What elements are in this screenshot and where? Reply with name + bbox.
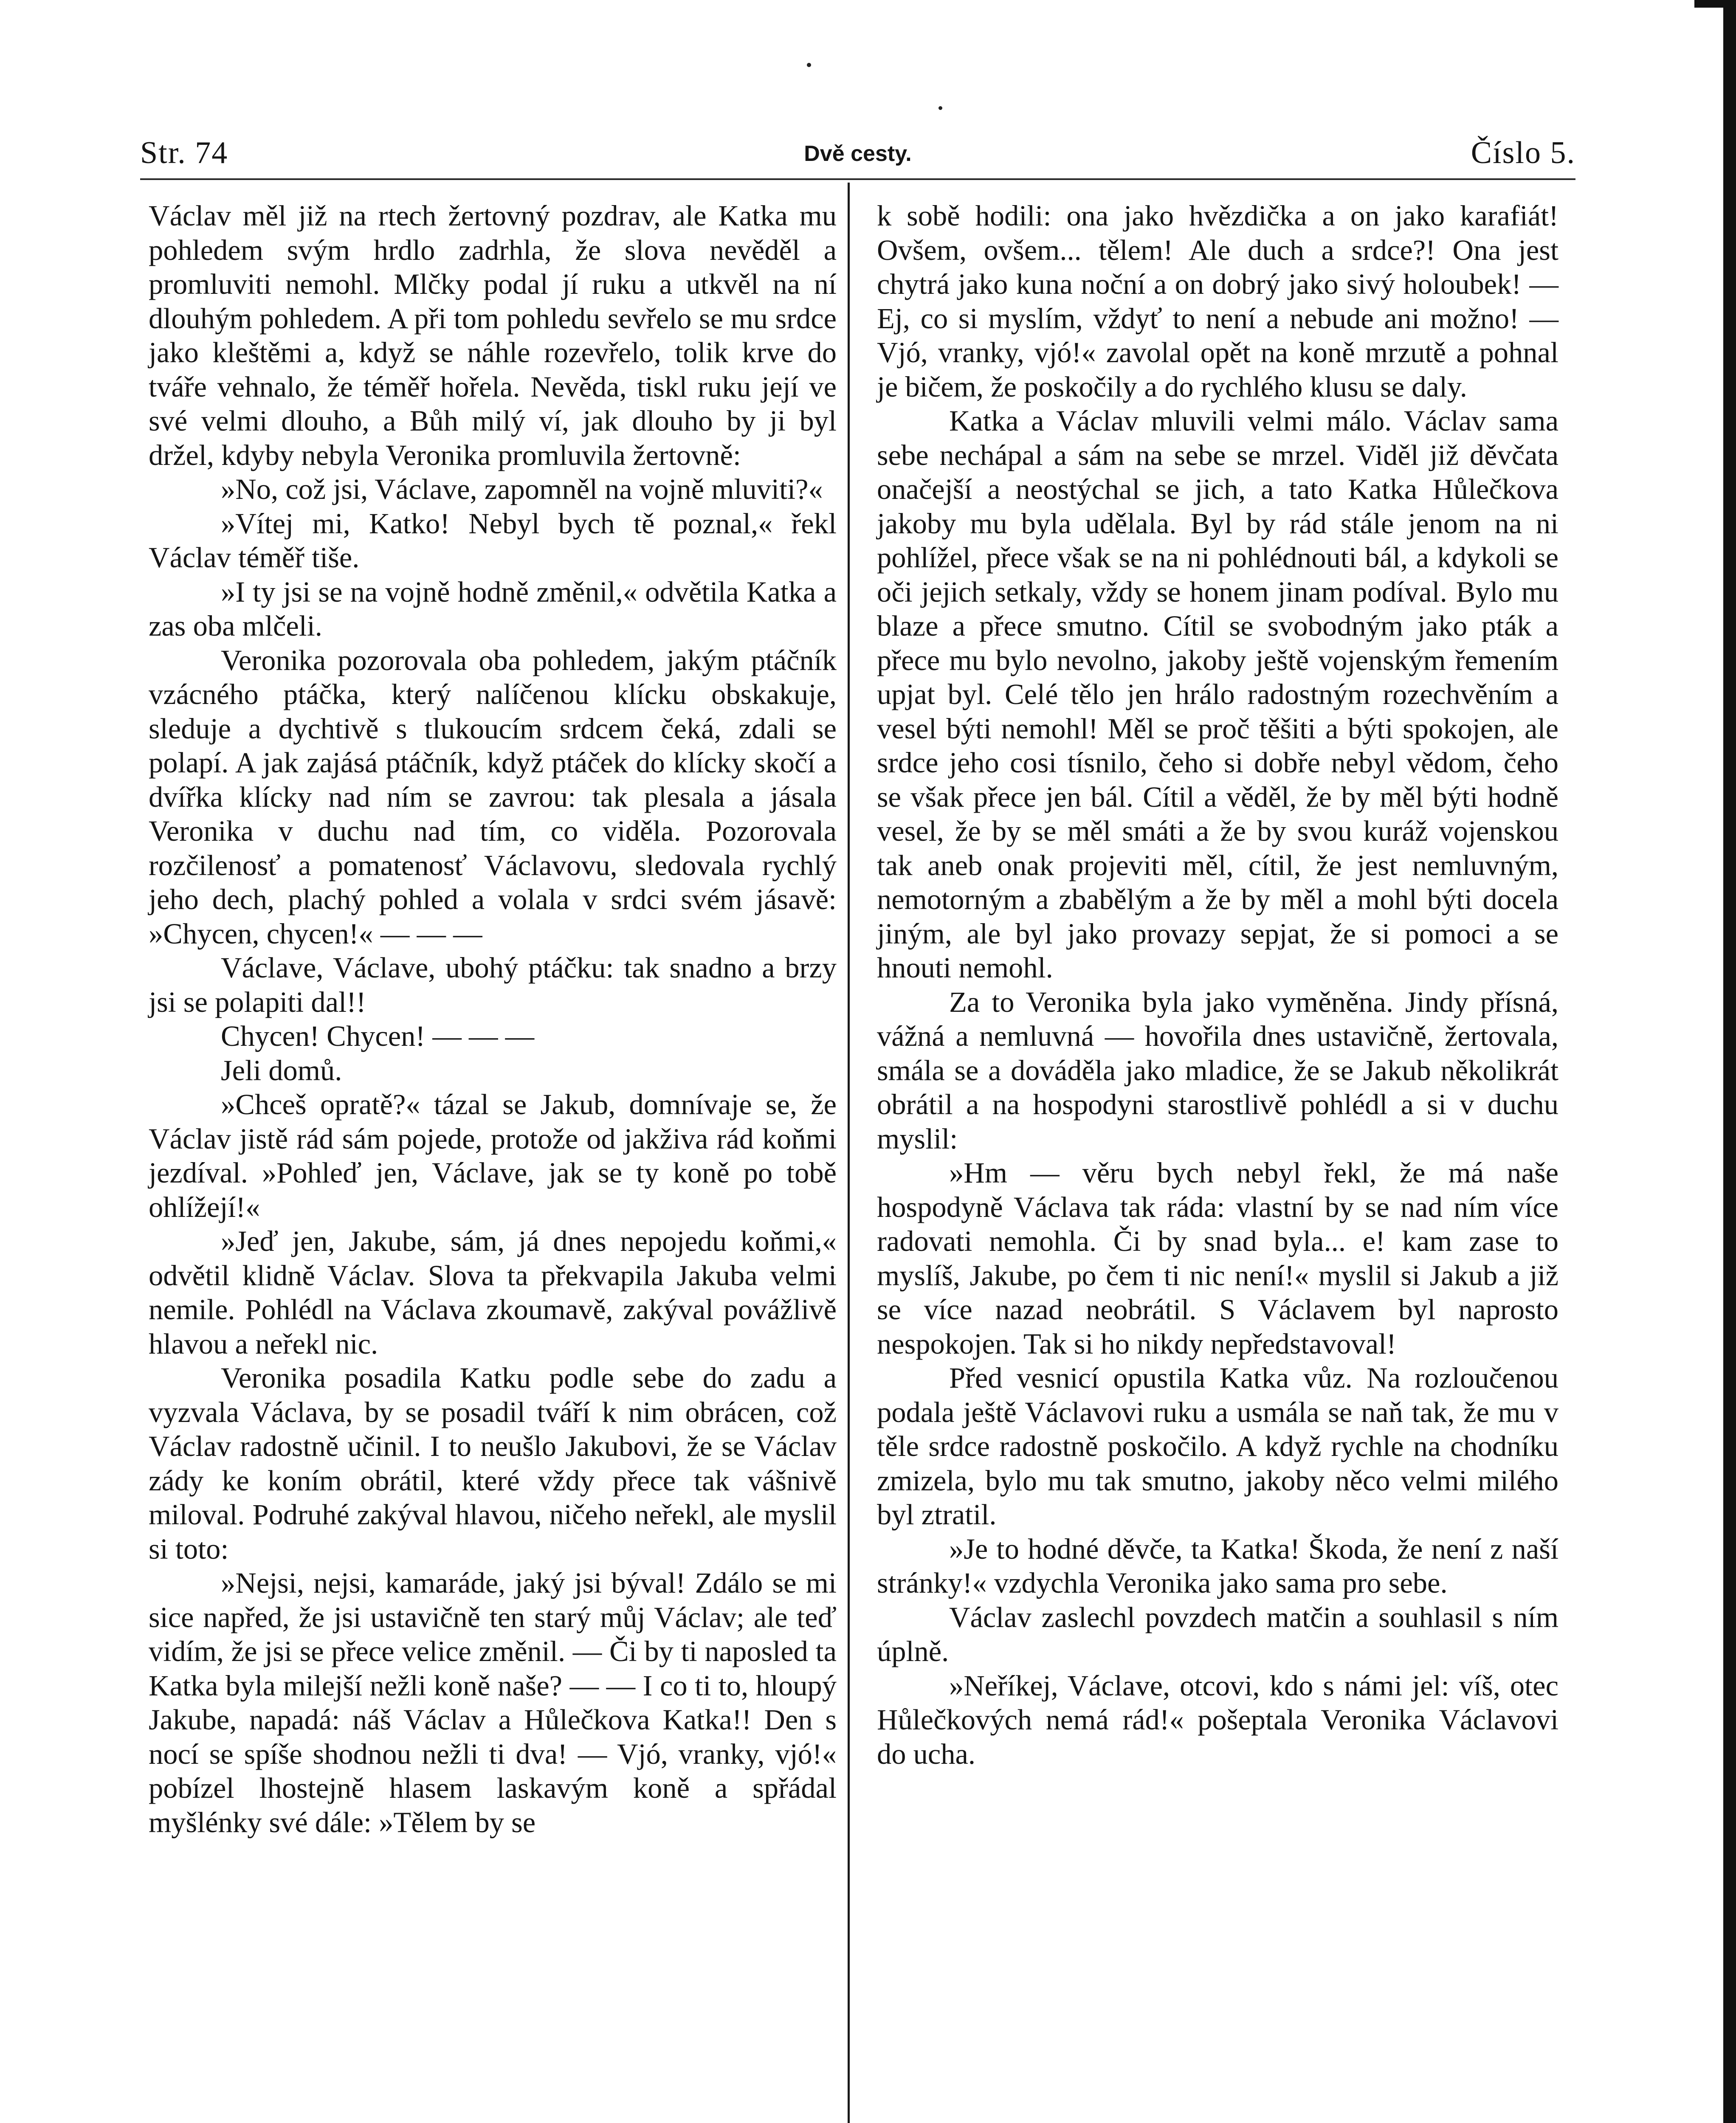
paragraph: »No, což jsi, Václave, zapomněl na vojně mluviti?« bbox=[221, 473, 823, 505]
paragraph: »Je to hodné děvče, ta Katka! Škoda, že není z naší stránky!« vzdychla Veronika jako sama pro sebe. bbox=[877, 1532, 1558, 1599]
paragraph: »I ty jsi se na vojně hodně změnil,« odvětila Katka a zas oba mlčeli. bbox=[149, 575, 837, 642]
paragraph: Václav zaslechl povzdech matčin a souhlasil s ním úplně. bbox=[877, 1601, 1558, 1667]
paragraph: »Neříkej, Václave, otcovi, kdo s námi jel: víš, otec Hůlečkových nemá rád!« pošeptala Veronika Václavovi do ucha. bbox=[877, 1669, 1558, 1770]
paragraph: Václave, Václave, ubohý ptáčku: tak snadno a brzy jsi se polapiti dal!! bbox=[149, 952, 837, 1018]
paragraph: Veronika posadila Katku podle sebe do zadu a vyzvala Václava, by se posadil tváří k nim obrácen, což Václav radostně učinil. I to neušlo Jakubovi, že se Václav zády ke koním obrátil, které vždy přece tak vášnivě miloval. Podruhé zakýval hlavou, ničeho neřekl, ale myslil si toto: bbox=[149, 1362, 837, 1565]
left-column bbox=[149, 199, 837, 1839]
paragraph: k sobě hodili: ona jako hvězdička a on jako karafiát! Ovšem, ovšem... tělem! Ale duch a srdce?! Ona jest chytrá jako kuna noční a on dobrý jako sivý holoubek! — Ej, co si myslím, vždyť to není a nebude ani možno! — Vjó, vranky, vjó!« zavolal opět na koně mrzutě a pohnal je bičem, že poskočily a do rychlého klusu se daly. bbox=[877, 200, 1558, 403]
running-header bbox=[140, 135, 1575, 190]
right-column bbox=[877, 199, 1558, 1771]
ink-speck bbox=[938, 106, 942, 110]
paragraph: »Hm — věru bych nebyl řekl, že má naše hospodyně Václava tak ráda: vlastní by se nad ním více radovati nemohla. Či by snad byla... e! kam zase to myslíš, Jakube, po čem ti nic není!« myslil si Jakub a již se více nazad neobrátil. S Václavem byl naprosto nespokojen. Tak si ho nikdy nepředstavoval! bbox=[877, 1157, 1558, 1360]
running-title: Dvě cesty. bbox=[804, 141, 912, 166]
paragraph: »Chceš opratě?« tázal se Jakub, domnívaje se, že Václav jistě rád sám pojede, protože od jakživa rád koňmi jezdíval. »Pohleď jen, Václave, jak se ty koně po tobě ohlížejí!« bbox=[149, 1088, 837, 1223]
paragraph: Veronika pozorovala oba pohledem, jakým ptáčník vzácného ptáčka, který nalíčenou klícku obskakuje, sleduje a dychtivě s tlukoucím srdcem čeká, zdali se polapí. A jak zajásá ptáčník, když ptáček do klícky skočí a dvířka klícky nad ním se zavrou: tak plesala a jásala Veronika v duchu nad tím, co viděla. Pozorovala rozčilenosť a pomatenosť Václavovu, sledovala rychlý jeho dech, plachý pohled a volala v srdci svém jásavě: »Chycen, chycen!« — — — bbox=[149, 644, 837, 950]
ink-speck bbox=[807, 63, 811, 67]
paragraph: Jeli domů. bbox=[221, 1054, 342, 1087]
scan-edge-right bbox=[1723, 0, 1736, 2123]
header-rule bbox=[140, 178, 1575, 180]
paragraph: »Nejsi, nejsi, kamaráde, jaký jsi býval! Zdálo se mi sice napřed, že jsi ustavičně ten starý můj Václav; ale teď vidím, že jsi se přece velice změnil. — Či by ti naposled ta Katka byla milejší nežli koně naše? — — I co ti to, hloupý Jakube, napadá: náš Václav a Hůlečkova Katka!! Den s nocí se spíše shodnou nežli ti dva! — Vjó, vranky, vjó!« pobízel lhostejně hlasem laskavým koně a spřádal myšlénky své dále: »Tělem by se bbox=[149, 1567, 837, 1839]
paragraph: Chycen! Chycen! — — — bbox=[221, 1020, 535, 1052]
page-number: Str. 74 bbox=[140, 135, 228, 170]
paragraph: Za to Veronika byla jako vyměněna. Jindy přísná, vážná a nemluvná — hovořila dnes ustavičně, žertovala, smála se a dováděla jako mladice, že se Jakub několikrát obrátil a na hospodyni starostlivě pohlédl a si v duchu myslil: bbox=[877, 985, 1558, 1155]
issue-number: Číslo 5. bbox=[1471, 135, 1575, 170]
paragraph: »Vítej mi, Katko! Nebyl bych tě poznal,« řekl Václav téměř tiše. bbox=[149, 507, 837, 574]
paragraph: »Jeď jen, Jakube, sám, já dnes nepojedu koňmi,« odvětil klidně Václav. Slova ta překvapila Jakuba velmi nemile. Pohlédl na Václava zkoumavě, zakýval povážlivě hlavou a neřekl nic. bbox=[149, 1225, 837, 1360]
paragraph: Katka a Václav mluvili velmi málo. Václav sama sebe nechápal a sám na sebe se mrzel. Viděl již děvčata onačejší a neostýchal se jich, a tato Katka Hůlečkova jakoby mu byla udělala. Byl by rád stále jenom na ni pohlížel, přece však se na ni pohlédnouti bál, a kdykoli se oči jejich setkaly, vždy se honem jinam podíval. Bylo mu blaze a přece smutno. Cítil se svobodným jako pták a přece mu bylo nevolno, jakoby ještě vojenským řemením upjat byl. Celé tělo jen hrálo radostným rozechvěním a vesel býti nemohl! Měl se proč těšiti a býti spokojen, ale srdce jeho cosi tísnilo, čeho si dobře nebyl vědom, čeho se však přece jen bál. Cítil a věděl, že by měl býti hodně vesel, že by se měl smáti a že by svou kuráž vojenskou tak aneb onak projeviti měl, cítil, že jest nemluvným, nemotorným a zbabělým a že by měl a mohl býti docela jiným, ale byl jako provazy sepjat, že si pomoci a se hnouti nemohl. bbox=[877, 405, 1558, 984]
paragraph: Před vesnicí opustila Katka vůz. Na rozloučenou podala ještě Václavovi ruku a usmála se naň tak, že mu v těle srdce radostně poskočilo. A když rychle na chodníku zmizela, bylo mu tak smutno, jakoby něco velmi milého byl ztratil. bbox=[877, 1362, 1558, 1531]
column-divider bbox=[848, 183, 850, 2123]
paragraph: Václav měl již na rtech žertovný pozdrav, ale Katka mu pohledem svým hrdlo zadrhla, že slova nevěděl a promluviti nemohl. Mlčky podal jí ruku a utkvěl na ní dlouhým pohledem. A při tom pohledu sevřelo se mu srdce jako kleštěmi a, když se náhle rozevřelo, tolik krve do tváře vehnalo, že téměř hořela. Nevěda, tiskl ruku její ve své velmi dlouho, a Bůh milý ví, jak dlouho by ji byl držel, kdyby nebyla Veronika promluvila žertovně: bbox=[149, 200, 837, 471]
